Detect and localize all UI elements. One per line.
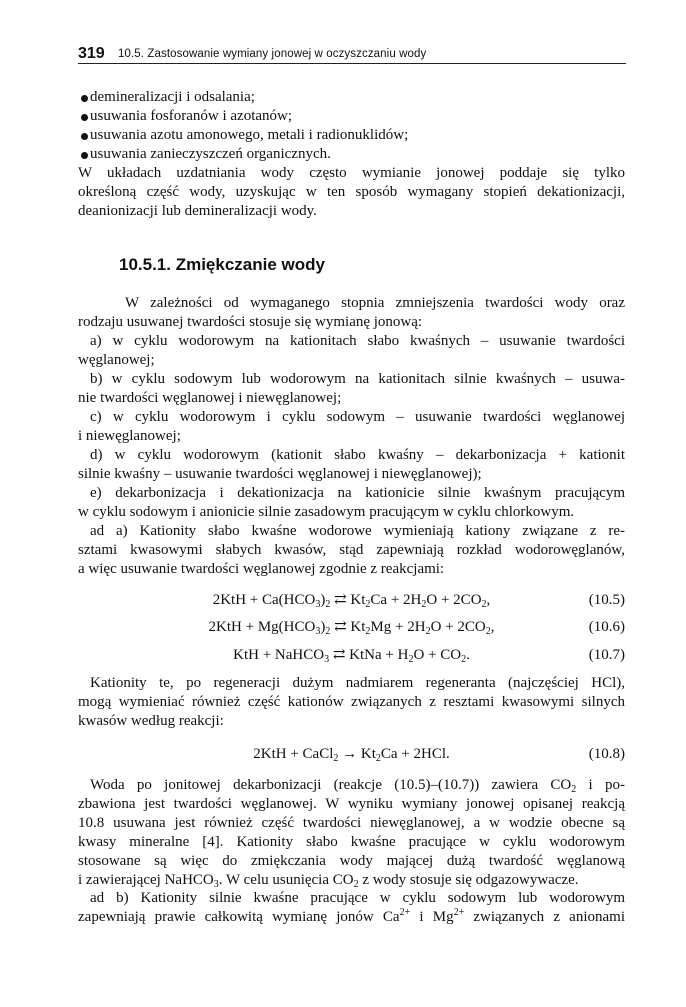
text-run: deanionizacji lub demineralizacji wody.	[78, 203, 317, 219]
equation-number: (10.8)	[588, 746, 625, 762]
paragraph-ad-b	[78, 889, 625, 927]
text-run: a) w cyklu wodorowym na kationitach słabo kwaśnych – usuwanie twardości	[90, 333, 625, 349]
text-run: O + 2CO	[426, 592, 482, 608]
text-run: W układach uzdatniania wody często wymianie jonowej poddaje się tylko	[78, 165, 625, 181]
bullet-item	[78, 145, 625, 164]
text-line	[78, 833, 625, 852]
text-run: węglanowej;	[78, 352, 155, 368]
text-run: zbawiona jest twardości węglanowej. W wyniku wymiany jonowej opisanej reakcją	[78, 796, 625, 812]
text-line	[78, 484, 625, 503]
subscript: 2	[333, 753, 339, 764]
text-run: usuwania fosforanów i azotanów;	[90, 108, 293, 124]
text-run: 2KtH + Ca(HCO	[212, 592, 316, 608]
text-run: Ca + 2HCl.	[380, 746, 450, 762]
text-line	[78, 370, 625, 389]
text-run: . W celu usunięcia CO	[218, 872, 354, 888]
text-run: Mg + 2H	[370, 619, 426, 635]
text-run: Ca + 2H	[370, 592, 422, 608]
text-run: O + CO	[413, 647, 462, 663]
text-run: ⇄ KtNa + H	[329, 647, 409, 663]
equation-formula	[78, 590, 625, 610]
text-line	[78, 776, 625, 795]
superscript: 2+	[453, 907, 465, 918]
subscript: 2	[461, 654, 467, 665]
bullet-item	[78, 126, 625, 145]
paragraph-decarbonization	[78, 776, 625, 890]
equation-10-7	[78, 645, 625, 665]
text-run: kwasów według reakcji:	[78, 713, 224, 729]
equation-number: (10.7)	[588, 647, 625, 663]
text-run: i niewęglanowej;	[78, 428, 181, 444]
text-run: demineralizacji i odsalania;	[90, 89, 255, 105]
subscript: 2	[408, 654, 414, 665]
text-run: kwasy mineralne [4]. Kationity słabo kwaśne pracujące w cyklu wodorowym	[78, 834, 625, 850]
subscript: 3	[324, 654, 330, 665]
subscript: 2	[325, 626, 331, 637]
text-line	[78, 541, 625, 560]
text-run: .	[466, 647, 470, 663]
text-run: rodzaju usuwanej twardości stosuje się wymianę jonową:	[78, 314, 423, 330]
item-a	[78, 332, 625, 370]
bullet-item	[78, 88, 625, 107]
equation-10-5	[78, 590, 625, 610]
paragraph-softening	[78, 294, 625, 332]
text-run: określoną część wody, uzyskując w ten sposób wymagany stopień dekationizacji,	[78, 184, 625, 200]
text-line	[78, 408, 625, 427]
text-line	[78, 814, 625, 833]
text-line	[78, 712, 625, 731]
text-run: e) dekarbonizacja i dekationizacja na kationicie silnie kwaśnym pracującym	[90, 485, 625, 501]
item-d	[78, 446, 625, 484]
subscript: 3	[315, 599, 321, 610]
page-number: 319	[78, 45, 105, 62]
paragraph-intro	[78, 164, 625, 221]
subscript: 2	[421, 599, 427, 610]
equation-formula	[78, 744, 625, 764]
text-line	[78, 427, 625, 446]
text-run: usuwania azotu amonowego, metali i radionuklidów;	[90, 127, 409, 143]
equation-number: (10.5)	[588, 592, 625, 608]
section-heading: 10.5.1. Zmiękczanie wody	[119, 255, 325, 274]
text-line	[78, 389, 625, 408]
subscript: 3	[315, 626, 321, 637]
text-run: )	[320, 619, 326, 635]
equation-10-6	[78, 617, 625, 637]
text-line	[78, 693, 625, 712]
text-run: KtH + NaHCO	[233, 647, 325, 663]
text-run: c) w cyklu wodorowym i cyklu sodowym – usuwanie twardości węglanowej	[90, 409, 625, 425]
text-run: b) w cyklu sodowym lub wodorowym na kationitach silnie kwaśnych – usuwa-	[90, 371, 625, 387]
text-line	[78, 332, 625, 351]
item-b	[78, 370, 625, 408]
text-run: i zawierającej NaHCO	[78, 872, 214, 888]
equation-10-8	[78, 744, 625, 764]
text-line	[78, 202, 625, 221]
superscript: 2+	[399, 907, 411, 918]
text-line	[78, 522, 625, 541]
text-line	[78, 852, 625, 871]
text-run: i Mg	[410, 909, 454, 925]
subscript: 2	[375, 753, 381, 764]
text-line	[78, 313, 625, 332]
text-line	[78, 795, 625, 814]
equation-number: (10.6)	[588, 619, 625, 635]
subscript: 2	[365, 626, 371, 637]
text-run: zapewniają prawie całkowitą wymianę jonów Ca	[78, 909, 400, 925]
text-run: 2KtH + CaCl	[253, 746, 334, 762]
text-run: ad b) Kationity silnie kwaśne pracujące w cyklu sodowym lub wodorowym	[90, 890, 625, 906]
text-run: 2KtH + Mg(HCO	[208, 619, 316, 635]
text-run: O + 2CO	[430, 619, 486, 635]
text-run: stosowane są więc do zmiękczania wody mającej dużą twardość węglanową	[78, 853, 625, 869]
subscript: 2	[353, 879, 359, 890]
paragraph-regeneration	[78, 674, 625, 731]
paragraph-ad-a	[78, 522, 625, 579]
text-run: silnie kwaśny – usuwanie twardości węglanowej i niewęglanowej);	[78, 466, 482, 482]
header-rule	[78, 63, 626, 64]
equation-formula	[78, 645, 625, 665]
text-line	[78, 164, 625, 183]
text-run: 10.8 usuwana jest również część twardości niewęglanowej, a w wodzie obecne są	[78, 815, 625, 831]
text-line	[78, 889, 625, 908]
text-run: ,	[486, 592, 491, 608]
text-run: w cyklu sodowym i anionicie silnie zasadowym pracującym w cyklu chlorkowym.	[78, 504, 575, 520]
text-line	[78, 908, 625, 927]
text-line	[78, 674, 625, 693]
text-line	[78, 446, 625, 465]
text-run: ⇄ Kt	[330, 592, 366, 608]
text-run: d) w cyklu wodorowym (kationit słabo kwaśny – dekarbonizacja + kationit	[90, 447, 625, 463]
subscript: 2	[425, 626, 431, 637]
text-line	[78, 560, 625, 579]
text-run: Kationity te, po regeneracji dużym nadmiarem regeneranta (najczęściej HCl),	[90, 675, 625, 691]
subscript: 2	[325, 599, 331, 610]
text-run: mogą wymieniać również część kationów związanych z resztami kwasowymi silnych	[78, 694, 625, 710]
text-run: W zależności od wymaganego stopnia zmniejszenia twardości wody oraz	[125, 295, 625, 311]
subscript: 3	[213, 879, 219, 890]
text-run: ,	[490, 619, 495, 635]
text-run: usuwania zanieczyszczeń organicznych.	[90, 146, 331, 162]
item-c	[78, 408, 625, 446]
subscript: 2	[481, 599, 487, 610]
text-run: związanych z anionami	[464, 909, 625, 925]
text-run: Woda po jonitowej dekarbonizacji (reakcje (10.5)–(10.7)) zawiera CO	[90, 777, 572, 793]
text-run: sztami kwasowymi słabych kwasów, stąd zapewniają rozkład wodorowęglanów,	[78, 542, 625, 558]
text-run: a więc usuwanie twardości węglanowej zgodnie z reakcjami:	[78, 561, 445, 577]
text-line	[78, 351, 625, 370]
running-title: 10.5. Zastosowanie wymiany jonowej w oczyszczaniu wody	[118, 48, 427, 60]
text-run: nie twardości węglanowej i niewęglanowej;	[78, 390, 342, 406]
text-run: i po-	[576, 777, 625, 793]
equation-formula	[78, 617, 625, 637]
text-run: → Kt	[338, 746, 376, 762]
text-run: z wody stosuje się odgazowywacze.	[358, 872, 579, 888]
bullet-list	[78, 88, 625, 164]
text-run: )	[320, 592, 326, 608]
text-line	[78, 294, 625, 313]
text-line	[78, 465, 625, 484]
subscript: 2	[485, 626, 491, 637]
subscript: 2	[365, 599, 371, 610]
text-run: ⇄ Kt	[330, 619, 366, 635]
text-line	[78, 871, 625, 890]
item-e	[78, 484, 625, 522]
text-line	[78, 503, 625, 522]
text-run: ad a) Kationity słabo kwaśne wodorowe wymieniają kationy związane z re-	[90, 523, 625, 539]
bullet-item	[78, 107, 625, 126]
text-line	[78, 183, 625, 202]
subscript: 2	[571, 784, 577, 795]
